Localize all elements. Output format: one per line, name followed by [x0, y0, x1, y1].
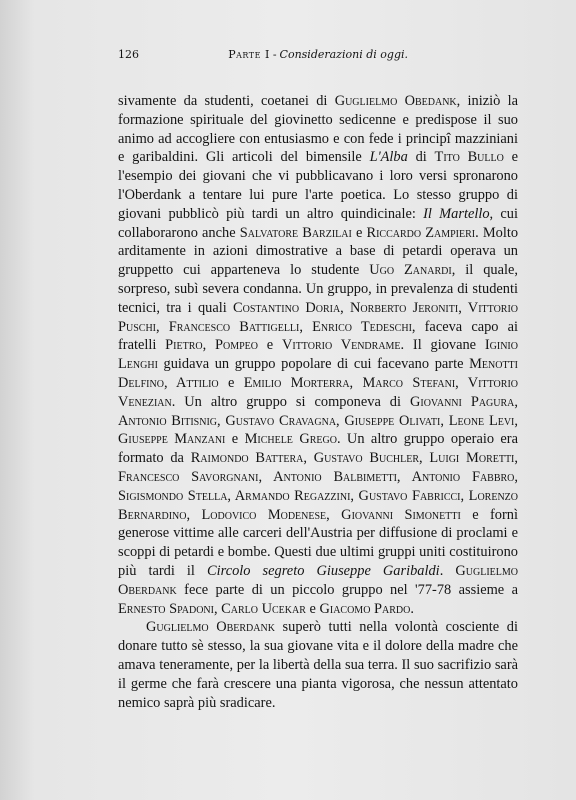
- text-run: .: [439, 562, 456, 579]
- text-run: , iniziò la formazione spirituale del giovinetto sedicenne e predispose il suo animo ad accogliere con entusiasmo e con fede i principî mazziniani e garibaldini. Gli articoli del bimensile: [118, 93, 518, 166]
- text-run: superò tutti nella volontà cosciente di donare tutto sè stesso, la sua giovane vita e il dolore della madre che amava teneramente, per la libertà della sua terra. Il suo sacrifizio sarà il germe che farà crescere una pianta vigorosa, che nessun attentato nemico saprà più sradicare.: [118, 619, 518, 711]
- text-run: di: [407, 149, 435, 166]
- text-run: e: [258, 337, 282, 354]
- person-names: Giovanni Pagura, Antonio Bitisnig, Gustavo Cravagna, Giuseppe Olivati, Leone Levi, Giuseppe Manzani: [118, 393, 518, 448]
- person-name: Iginio Lenghi: [118, 337, 518, 373]
- text-run: e: [351, 224, 367, 241]
- page-number: 126: [118, 48, 139, 61]
- publication-title: Il Martello: [423, 205, 490, 222]
- text-run: e l'esempio dei giovani che vi pubblicavano i loro versi spronarono l'Oberdank a tentare lui pure l'arte poetica. Lo stesso gruppo di giovani pubblicò più tardi un altro quindicinale:: [118, 149, 518, 222]
- person-names: Ernesto Spadoni, Carlo Ucekar: [118, 600, 306, 617]
- text-run: , faceva capo ai fratelli: [118, 318, 519, 354]
- person-name: Riccardo Zampieri: [366, 224, 476, 241]
- organization-name: Circolo segreto Giuseppe Garibaldi: [207, 562, 440, 579]
- person-names: Costantino Doria, Norberto Jeroniti, Vittorio Puschi, Francesco Battigelli, Enrico Tedeschi: [118, 299, 519, 335]
- person-names: Emilio Morterra, Marco Stefani, Vittorio Venezian: [118, 374, 518, 410]
- text-run: guidava un gruppo popolare di cui facevano parte: [157, 356, 470, 373]
- person-name: Salvatore Barzilai: [239, 224, 352, 241]
- person-name: Ugo Zanardi: [369, 262, 452, 279]
- text-run: . Molto arditamente in azioni dimostrative a base di petardi operava un gruppetto cui apparteneva lo studente: [118, 224, 519, 279]
- text-run: e: [305, 600, 320, 617]
- text-run: , cui collaborarono anche: [118, 205, 519, 241]
- person-name: Michele Grego: [244, 431, 337, 448]
- text-run: e fornì generose vittime alle carceri dell'Austria per diffusione di proclami e scoppi di petardi e bombe. Questi due ultimi gruppi uniti costituirono più tardi il: [118, 506, 518, 579]
- text-run: . Il giovane: [400, 337, 485, 354]
- page-body: [118, 92, 518, 712]
- text-run: , il quale, sorpreso, subì severa condanna. Un gruppo, in prevalenza di studenti tecnici, tra i quali: [118, 262, 518, 316]
- text-run: fece parte di un piccolo gruppo nel '77-78 assieme a: [176, 581, 518, 598]
- text-run: e: [225, 431, 245, 448]
- section-title: Considerazioni di oggi.: [279, 48, 408, 61]
- header-separator: -: [272, 48, 277, 61]
- person-names: Raimondo Battera, Gustavo Buchler, Luigi Moretti, Francesco Savorgnani, Antonio Balbimetti, Antonio Fabbro, Sigismondo Stella, Armando Regazzini, Gustavo Fabricci, Lorenzo Bernardino, Lodovico Modenese, Giovanni Simonetti: [118, 450, 518, 523]
- text-run: . Un altro gruppo operaio era formato da: [118, 431, 518, 467]
- text-run: . Un altro gruppo si componeva di: [171, 393, 410, 410]
- person-name: Tito Bullo: [434, 149, 504, 166]
- person-names: Menotti Delfino, Attilio: [118, 356, 518, 391]
- paragraph-1: [118, 92, 518, 618]
- person-name: Vittorio Vendrame: [281, 337, 401, 354]
- person-name: Giacomo Pardo: [319, 600, 411, 617]
- text-run: sivamente da studenti, coetanei di: [118, 93, 335, 109]
- person-name: Guglielmo Oberdank: [118, 562, 518, 598]
- person-names: Pietro, Pompeo: [165, 337, 258, 354]
- person-name: Guglielmo Obedank: [334, 93, 457, 109]
- paragraph-2: [118, 618, 518, 712]
- text-run: .: [410, 600, 414, 617]
- publication-title: L'Alba: [369, 149, 408, 166]
- running-title: [228, 48, 408, 62]
- text-run: e: [218, 374, 244, 391]
- person-name: Guglielmo Oberdank: [146, 619, 275, 636]
- part-label: Parte I: [228, 48, 270, 61]
